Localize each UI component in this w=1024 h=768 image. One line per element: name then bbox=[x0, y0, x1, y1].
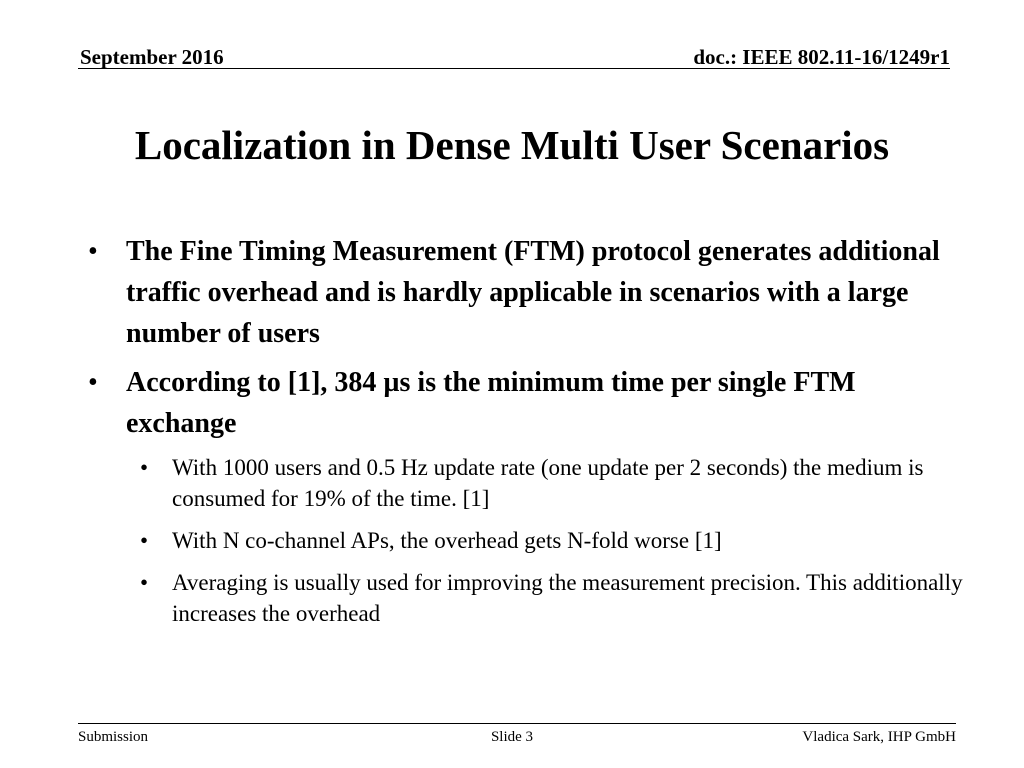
bullet-text: The Fine Timing Measurement (FTM) protocol generates additional traffic overhead and is hardly applicable in scenarios with a large number of users bbox=[126, 236, 940, 349]
bullet-icon: • bbox=[88, 236, 98, 267]
footer-divider bbox=[78, 723, 956, 724]
bullet-icon: • bbox=[140, 455, 149, 480]
bullet-item bbox=[84, 231, 964, 354]
bullet-icon: • bbox=[88, 367, 98, 398]
slide-body bbox=[84, 231, 964, 640]
bullet-item bbox=[84, 362, 964, 444]
footer-slide-number: Slide 3 bbox=[490, 729, 534, 745]
footer-author: Vladica Sark, IHP GmbH bbox=[802, 729, 956, 745]
bullet-icon: • bbox=[140, 528, 149, 553]
header-date: September 2016 bbox=[80, 45, 224, 69]
bullet-text: According to [1], 384 µs is the minimum time per single FTM exchange bbox=[126, 367, 856, 439]
sub-bullet-text: Averaging is usually used for improving the measurement precision. This additionally increases the overhead bbox=[172, 570, 963, 626]
sub-bullet-text: With N co-channel APs, the overhead gets N-fold worse [1] bbox=[172, 528, 722, 553]
sub-bullet-item bbox=[84, 452, 964, 514]
sub-bullet-item bbox=[84, 567, 964, 629]
header-doc-id: doc.: IEEE 802.11-16/1249r1 bbox=[693, 45, 950, 69]
footer-submission: Submission bbox=[78, 729, 149, 745]
bullet-icon: • bbox=[140, 570, 149, 595]
header-divider bbox=[78, 68, 950, 69]
sub-bullet-item bbox=[84, 525, 964, 556]
slide-title: Localization in Dense Multi User Scenarios bbox=[134, 122, 890, 168]
sub-bullet-text: With 1000 users and 0.5 Hz update rate (one update per 2 seconds) the medium is consumed for 19% of the time. [1] bbox=[172, 455, 924, 511]
